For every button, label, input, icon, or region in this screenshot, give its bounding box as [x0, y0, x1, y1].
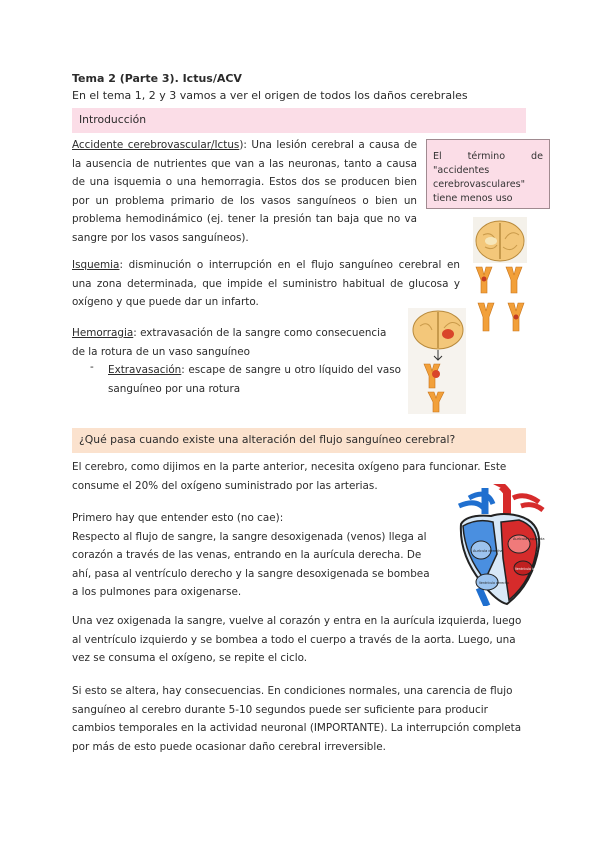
acv-term: Accidente cerebrovascular/Ictus	[72, 139, 240, 151]
paragraph-oxigenada: Una vez oxigenada la sangre, vuelve al corazón y entra en la aurícula izquierda, luego al ventrículo izquierdo y se bombea a todo el cuerpo a través de la aorta. Luego, una vez se consuma el oxígeno, se repite el ciclo.	[72, 615, 522, 665]
paragraph-oxigeno: El cerebro, como dijimos en la parte anterior, necesita oxígeno para funcionar. Este consume el 20% del oxígeno suministrado por las arterias.	[72, 461, 507, 492]
heart-label-left-atrium: Aurícula izquierda	[513, 537, 545, 541]
vessel-images-isquemia	[472, 265, 532, 335]
hemorragia-paragraph	[72, 324, 402, 361]
paragraph-primero	[72, 509, 432, 602]
isquemia-paragraph	[72, 256, 460, 312]
side-note	[426, 139, 550, 209]
isquemia-text: : disminución o interrupción en el flujo sanguíneo cerebral en una zona determinada, que impide el suministro habitual de glucosa y oxígeno y que puede dar un infarto.	[72, 259, 460, 309]
paragraph-consecuencias: Si esto se altera, hay consecuencias. En condiciones normales, una carencia de flujo sanguíneo al cerebro durante 5-10 segundos puede ser suficiente para producir cambios temporales en la actividad neuronal (IMPORTANTE). La interrupción completa por más de esto puede ocasionar daño cerebral irreversible.	[72, 685, 522, 753]
section-introduccion	[72, 108, 526, 133]
heart-label-left-ventricle: Ventrículo izquierdo	[515, 567, 547, 571]
hemorragia-term: Hemorragia	[72, 327, 134, 339]
paragraph-primero-body: Respecto al flujo de sangre, la sangre desoxigenada (venos) llega al corazón a través de las venas, entrando en la aurícula derecha. De ahí, pasa al ventrículo derecho y la sangre desoxigenada se bombea a los pulmones para oxigenarse.	[72, 530, 430, 599]
isquemia-term: Isquemia	[72, 259, 120, 271]
section-heading: Introducción	[79, 113, 147, 126]
hemorragia-text: : extravasación de la sangre como consecuencia de la rotura de un vaso sanguíneo	[72, 327, 387, 358]
page-title: Tema 2 (Parte 3). Ictus/ACV	[72, 72, 242, 85]
section-heading: ¿Qué pasa cuando existe una alteración del flujo sanguíneo cerebral?	[79, 433, 456, 446]
brain-image-isquemia	[473, 217, 527, 263]
extravasacion-text: : escape de sangre u otro líquido del vaso sanguíneo por una rotura	[108, 364, 401, 395]
heart-diagram	[447, 484, 549, 606]
brain-image-hemorragia	[408, 308, 466, 414]
heart-label-right-ventricle: Ventrículo derecho	[479, 581, 509, 585]
heart-label-right-atrium: Aurícula derecha	[473, 549, 503, 553]
extravasacion-bullet	[108, 361, 401, 398]
side-note-text: El término de "accidentes cerebrovasculares" tiene menos uso	[433, 151, 543, 204]
extravasacion-term: Extravasación	[108, 364, 182, 376]
bullet-dash: -	[90, 361, 94, 373]
acv-paragraph	[72, 136, 417, 248]
acv-text: ): Una lesión cerebral a causa de la ausencia de nutrientes que van a las neuronas, tanto a causa de una isquemia o una hemorragia. Estos dos se producen bien por un problema primario de los vasos sanguíneos o bien un problema hemodinámico (ej. tener la presión tan baja que no va sangre por los vasos sanguíneos).	[72, 139, 418, 244]
section-flujo	[72, 428, 526, 453]
paragraph-primero-title: Primero hay que entender esto (no cae):	[72, 512, 284, 524]
intro-text: En el tema 1, 2 y 3 vamos a ver el origen de todos los daños cerebrales	[72, 89, 468, 102]
